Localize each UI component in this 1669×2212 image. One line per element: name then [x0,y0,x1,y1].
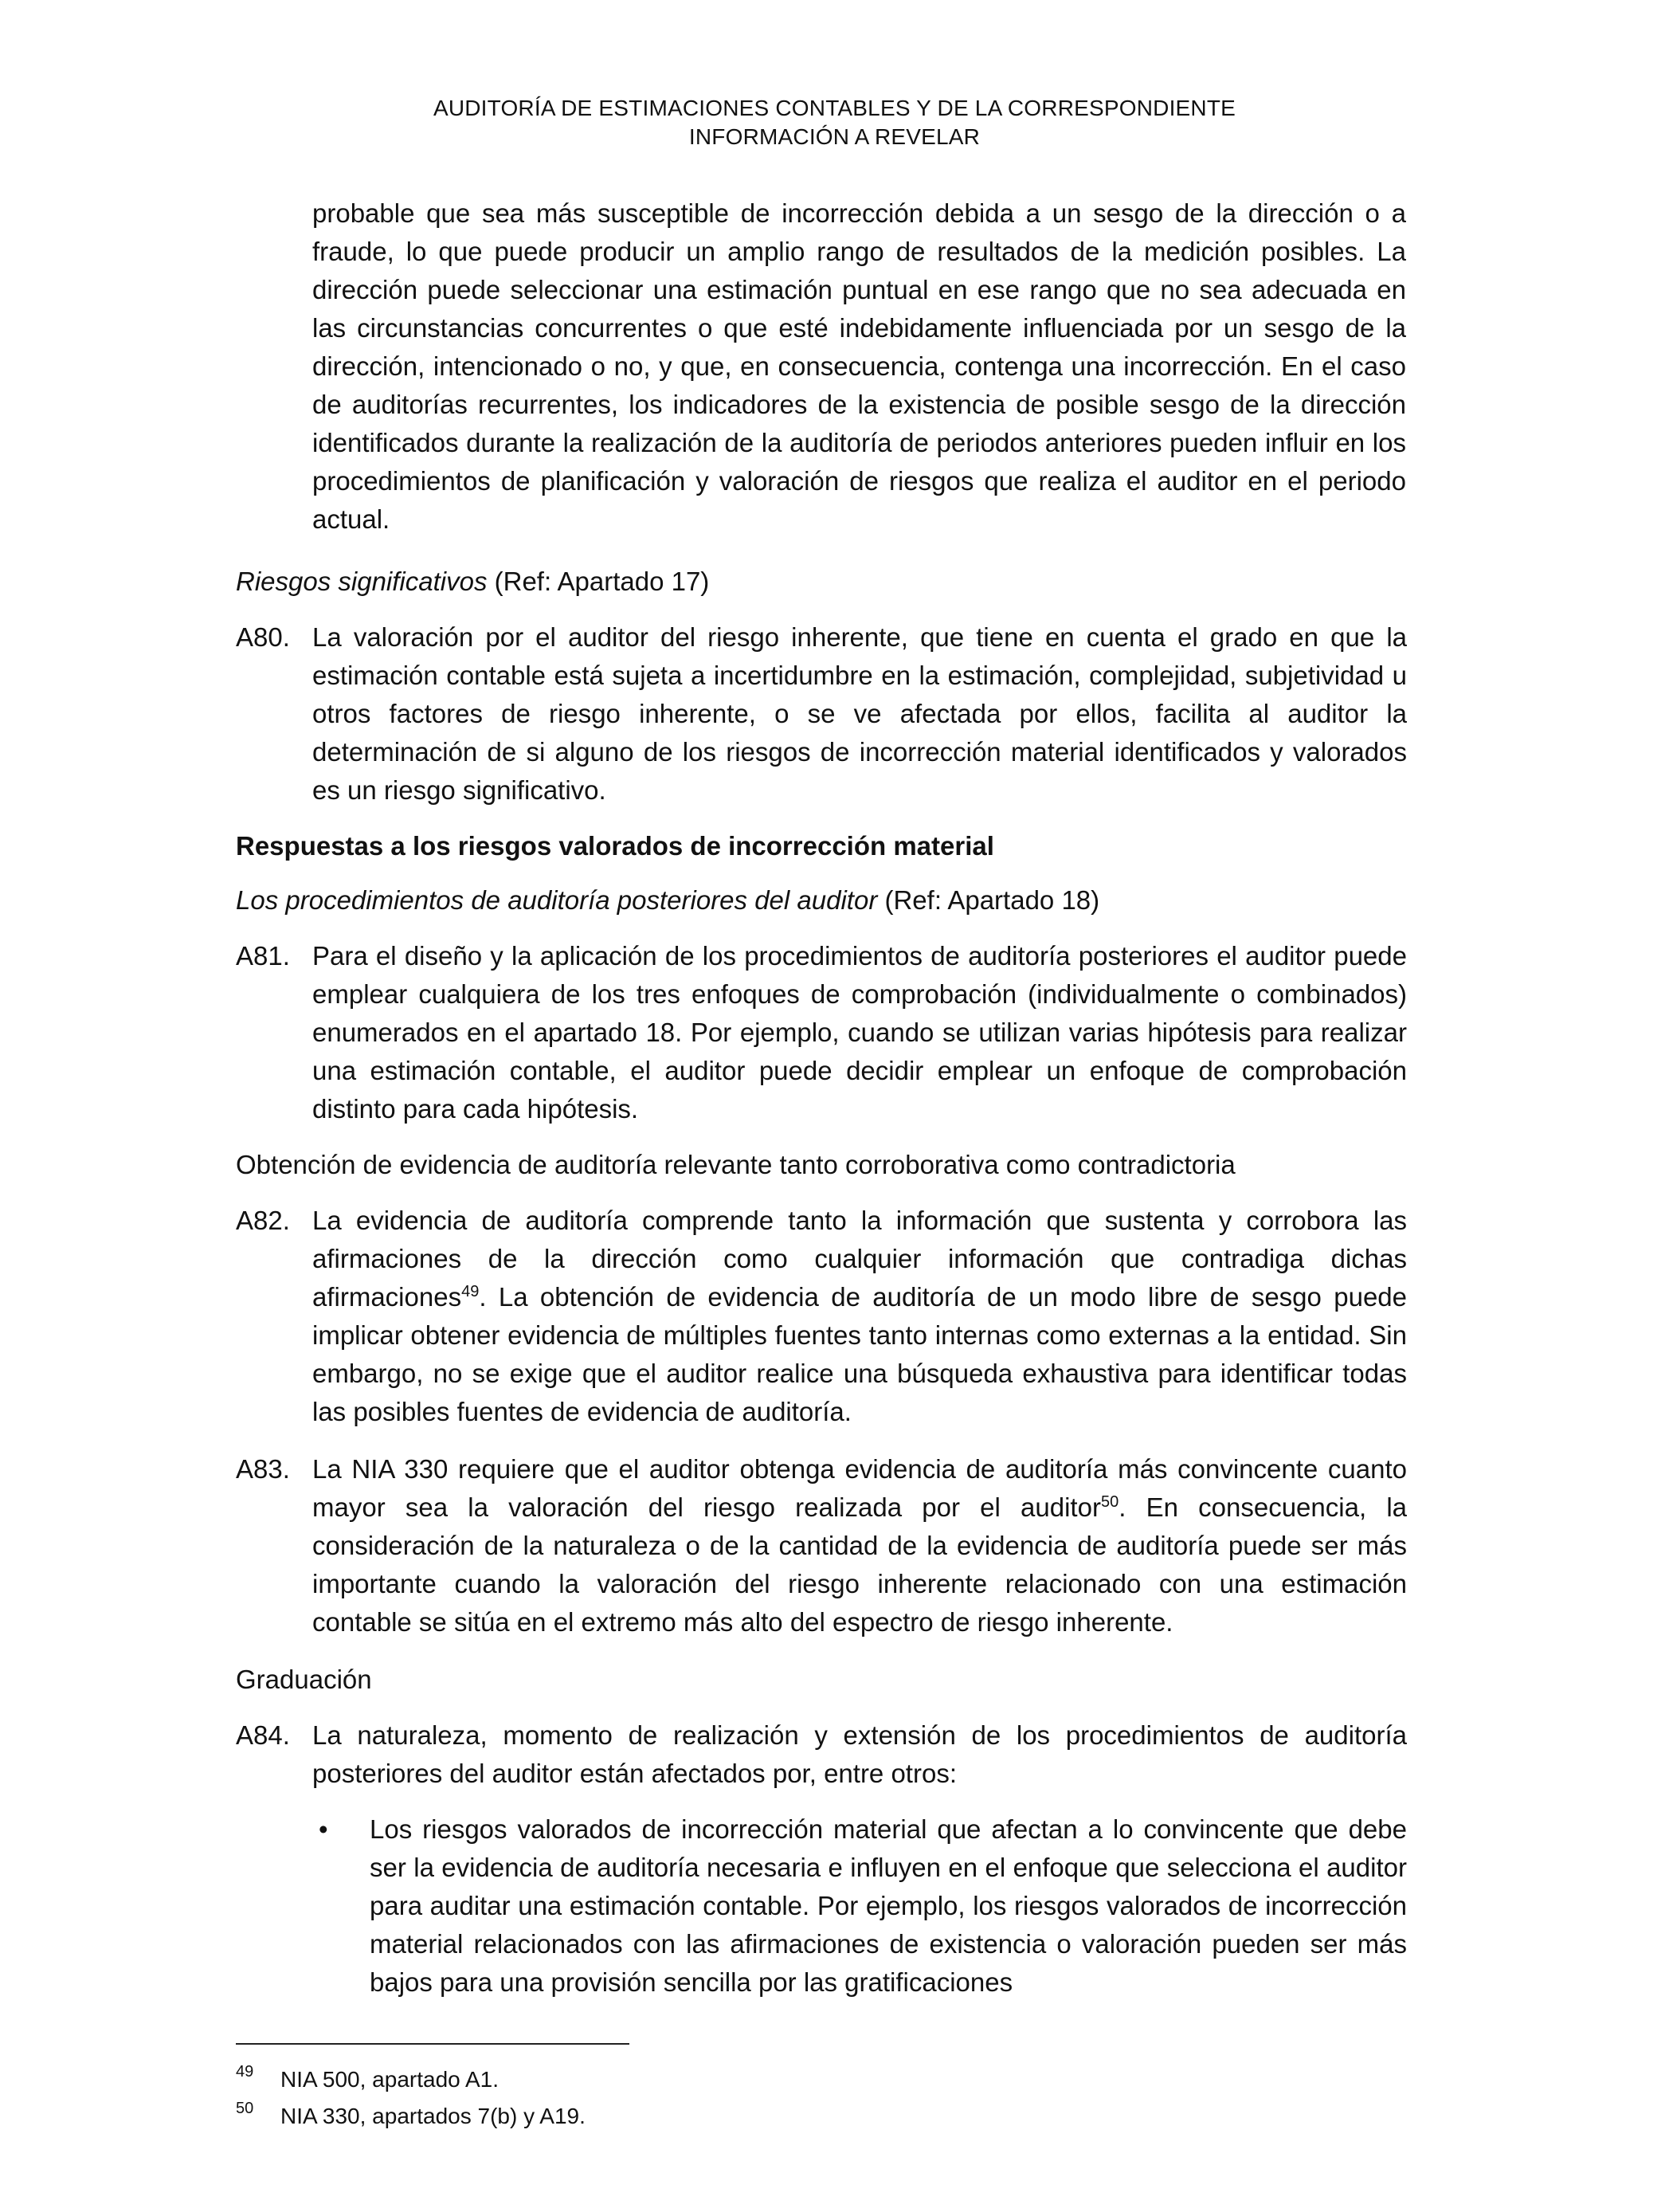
section-obtencion: Obtención de evidencia de auditoría relevante tanto corroborativa como contradictoria [236,1150,1236,1179]
footnote-separator [236,2043,629,2045]
continuation-paragraph: probable que sea más susceptible de incorrección debida a un sesgo de la dirección o a fraude, lo que puede producir un amplio rango de resultados de la medición posibles. La dirección puede seleccionar una estimación puntual en ese rango que no sea adecuada en las circunstancias concurrentes o que esté indebidamente influenciada por un sesgo de la dirección, intencionado o no, y que, en consecuencia, contenga una incorrección. En el caso de auditorías recurrentes, los indicadores de la existencia de posible sesgo de la dirección identificados durante la realización de la auditoría de periodos anteriores pueden influir en los procedimientos de planificación y valoración de riesgos que realiza el auditor en el periodo actual. [312,198,1406,534]
paragraph-text-before: La NIA 330 requiere que el auditor obtenga evidencia de auditoría más convincente cuanto mayor sea la valoración del riesgo realizada por el auditor [312,1454,1407,1522]
paragraph-number: A82. [236,1206,290,1235]
footnote-ref-50[interactable]: 50 [1100,1493,1119,1511]
section-ref: (Ref: Apartado 18) [877,885,1100,915]
section-title-italic: Los procedimientos de auditoría posteriores del auditor [236,885,878,915]
footnote-49 [236,2064,1192,2096]
paragraph-text-after: . En consecuencia, la consideración de la naturaleza o de la cantidad de la evidencia de auditoría puede ser más importante cuando la valoración del riesgo inherente relacionado con una estimación contable se sitúa en el extremo más alto del espectro de riesgo inherente. [312,1492,1408,1637]
section-respuestas: Respuestas a los riesgos valorados de incorrección material [236,831,994,861]
bullet-text: Los riesgos valorados de incorrección material que afectan a lo convincente que debe ser la evidencia de auditoría necesaria e influyen en el enfoque que selecciona el auditor para auditar una estimación contable. Por ejemplo, los riesgos valorados de incorrección material relacionados con las afirmaciones de existencia o valoración pueden ser más bajos para una provisión sencilla por las gratificaciones [370,1814,1407,1997]
header-line-2: INFORMACIÓN A REVELAR [688,124,981,149]
page-header [0,94,1669,151]
section-graduacion: Graduación [236,1665,372,1694]
footnote-number: 50 [236,2100,254,2117]
header-line-1: AUDITORÍA DE ESTIMACIONES CONTABLES Y DE LA CORRESPONDIENTE [433,96,1236,120]
footnote-ref-49[interactable]: 49 [461,1283,480,1300]
paragraph-a81 [236,937,1407,1128]
footnote-50 [236,2100,1192,2132]
bullet-symbol: • [319,1814,328,1844]
section-title-italic: Riesgos significativos [236,567,488,596]
paragraph-text-before: La evidencia de auditoría comprende tanto la información que sustenta y corrobora las afirmaciones de la dirección como cualquier información que contradiga dichas afirmaciones [312,1206,1407,1312]
paragraph-a83 [236,1450,1407,1641]
bullet-item [312,1810,1407,2002]
footnote-text: NIA 500, apartado A1. [280,2067,499,2092]
section-riesgos-significativos [236,563,1407,601]
paragraph-number: A80. [236,622,290,652]
paragraph-text: La valoración por el auditor del riesgo inherente, que tiene en cuenta el grado en que la estimación contable está sujeta a incertidumbre en la estimación, complejidad, subjetividad u otros factores de riesgo inherente, o se ve afectada por ellos, facilita al auditor la determinación de si alguno de los riesgos de incorrección material identificados y valorados es un riesgo significativo. [312,622,1407,805]
paragraph-a84 [236,1716,1407,1793]
paragraph-number: A81. [236,941,290,971]
section-ref: (Ref: Apartado 17) [487,567,710,596]
footnote-text: NIA 330, apartados 7(b) y A19. [280,2104,586,2128]
paragraph-number: A84. [236,1720,290,1750]
section-procedimientos [236,881,1407,920]
paragraph-text: La naturaleza, momento de realización y extensión de los procedimientos de auditoría posteriores del auditor están afectados por, entre otros: [312,1720,1407,1788]
paragraph-text [312,1202,1407,1431]
footnote-number: 49 [236,2063,254,2081]
paragraph-text-after: . La obtención de evidencia de auditoría de un modo libre de sesgo puede implicar obtener evidencia de múltiples fuentes tanto internas como externas a la entidad. Sin embargo, no se exige que el auditor realice una búsqueda exhaustiva para identificar todas las posibles fuentes de evidencia de auditoría. [312,1282,1407,1426]
paragraph-text: Para el diseño y la aplicación de los procedimientos de auditoría posteriores el auditor puede emplear cualquiera de los tres enfoques de comprobación (individualmente o combinados) enumerados en el apartado 18. Por ejemplo, cuando se utilizan varias hipótesis para realizar una estimación contable, el auditor puede decidir emplear un enfoque de comprobación distinto para cada hipótesis. [312,941,1407,1124]
paragraph-a80 [236,618,1407,810]
paragraph-text [312,1450,1407,1641]
paragraph-a82 [236,1202,1407,1431]
paragraph-number: A83. [236,1454,290,1484]
